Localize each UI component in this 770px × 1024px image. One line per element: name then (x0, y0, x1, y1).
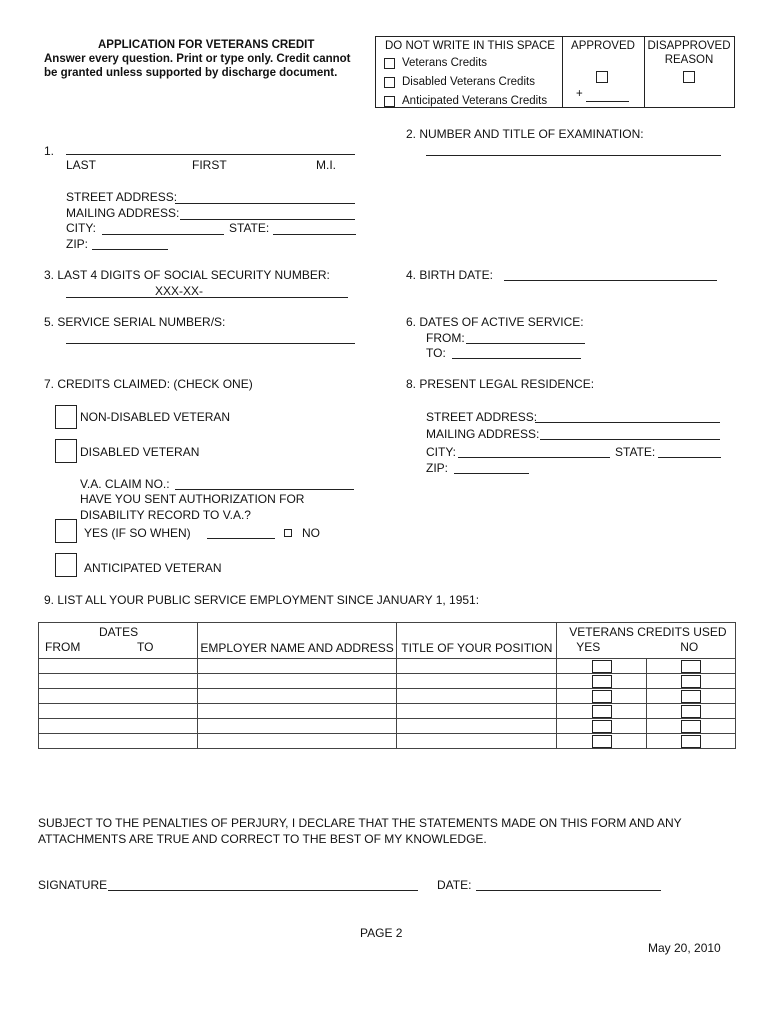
yes-checkbox[interactable] (592, 660, 612, 673)
residence-street-line[interactable] (535, 422, 720, 423)
disabled-veterans-credits-checkbox[interactable] (384, 77, 395, 88)
table-cell[interactable] (397, 734, 557, 749)
disabled-veteran-label: DISABLED VETERAN (80, 445, 200, 459)
position-header: TITLE OF YOUR POSITION (397, 623, 557, 659)
ssn-line[interactable] (66, 297, 348, 298)
to-label: TO (137, 640, 154, 654)
dates-header (39, 623, 198, 659)
table-row (39, 704, 736, 719)
q8-label: 8. PRESENT LEGAL RESIDENCE: (406, 377, 595, 391)
q3-label: 3. LAST 4 DIGITS OF SOCIAL SECURITY NUMBER: (44, 268, 330, 282)
service-from-label: FROM: (426, 331, 465, 345)
form-title: APPLICATION FOR VETERANS CREDIT (98, 39, 315, 51)
disapproved-label: DISAPPROVED (647, 40, 731, 52)
table-row (39, 659, 736, 674)
non-disabled-veteran-checkbox[interactable] (55, 405, 77, 429)
instructions-line-2: be granted unless supported by discharge document. (44, 67, 338, 79)
approved-checkbox[interactable] (596, 71, 608, 83)
table-cell[interactable] (39, 704, 198, 719)
table-cell[interactable] (197, 704, 397, 719)
yes-checkbox[interactable] (592, 720, 612, 733)
signature-date-line[interactable] (476, 890, 661, 891)
signature-label: SIGNATURE (38, 878, 108, 892)
yes-col-label: YES (576, 640, 601, 654)
approved-label: APPROVED (571, 40, 635, 52)
q9-label: 9. LIST ALL YOUR PUBLIC SERVICE EMPLOYMENT SINCE JANUARY 1, 1951: (44, 593, 480, 607)
ssn-prefix: XXX-XX- (155, 284, 204, 298)
q1-number: 1. (44, 144, 55, 158)
anticipated-veterans-credits-checkbox[interactable] (384, 96, 395, 107)
yes-checkbox[interactable] (592, 675, 612, 688)
declaration-line-2: ATTACHMENTS ARE TRUE AND CORRECT TO THE BEST OF MY KNOWLEDGE. (38, 832, 487, 846)
office-use-box (375, 36, 735, 108)
state-line[interactable] (273, 234, 356, 235)
yes-when-label: YES (IF SO WHEN) (84, 526, 191, 540)
revision-date: May 20, 2010 (648, 941, 721, 955)
residence-zip-line[interactable] (454, 473, 529, 474)
dates-label: DATES (99, 625, 139, 639)
instructions-line-1: Answer every question. Print or type only. Credit cannot (44, 53, 351, 65)
employment-table (38, 622, 736, 749)
yes-checkbox[interactable] (592, 705, 612, 718)
authorization-line-2: DISABILITY RECORD TO V.A.? (80, 508, 251, 522)
table-row (39, 734, 736, 749)
page-number: PAGE 2 (360, 926, 403, 940)
birth-date-line[interactable] (504, 280, 717, 281)
no-label: NO (302, 526, 320, 540)
q5-label: 5. SERVICE SERIAL NUMBER/S: (44, 315, 226, 329)
anticipated-veterans-credits-label: Anticipated Veterans Credits (402, 95, 548, 107)
plus-sign: + (576, 88, 583, 100)
residence-street-label: STREET ADDRESS: (426, 410, 538, 424)
disabled-veteran-checkbox[interactable] (55, 439, 77, 463)
table-row (39, 689, 736, 704)
table-cell[interactable] (39, 659, 198, 674)
no-checkbox[interactable] (681, 720, 701, 733)
exam-line[interactable] (426, 155, 721, 156)
table-cell[interactable] (197, 659, 397, 674)
no-checkbox[interactable] (681, 705, 701, 718)
veterans-credits-label: Veterans Credits (402, 57, 488, 69)
residence-state-line[interactable] (658, 457, 721, 458)
street-address-line[interactable] (175, 203, 355, 204)
veterans-credits-checkbox[interactable] (384, 58, 395, 69)
yes-checkbox[interactable] (592, 690, 612, 703)
city-label: CITY: (66, 221, 97, 235)
residence-state-label: STATE: (615, 445, 656, 459)
table-cell[interactable] (39, 719, 198, 734)
no-checkbox[interactable] (681, 735, 701, 748)
q7-label: 7. CREDITS CLAIMED: (CHECK ONE) (44, 377, 253, 391)
office-use-heading: DO NOT WRITE IN THIS SPACE (385, 40, 555, 52)
residence-city-label: CITY: (426, 445, 457, 459)
table-cell[interactable] (397, 689, 557, 704)
anticipated-veteran-label: ANTICIPATED VETERAN (84, 561, 222, 575)
disabled-veterans-credits-label: Disabled Veterans Credits (402, 76, 535, 88)
table-row (39, 674, 736, 689)
first-label: FIRST (192, 158, 227, 172)
table-cell[interactable] (197, 734, 397, 749)
va-claim-line[interactable] (175, 489, 354, 490)
no-col-label: NO (680, 640, 699, 654)
last-label: LAST (66, 158, 97, 172)
table-cell[interactable] (397, 659, 557, 674)
zip-label: ZIP: (66, 237, 89, 251)
service-to-label: TO: (426, 346, 446, 360)
disapproved-checkbox[interactable] (683, 71, 695, 83)
table-cell[interactable] (397, 674, 557, 689)
q2-label: 2. NUMBER AND TITLE OF EXAMINATION: (406, 127, 644, 141)
q6-label: 6. DATES OF ACTIVE SERVICE: (406, 315, 584, 329)
service-from-line[interactable] (466, 343, 585, 344)
signature-line[interactable] (108, 890, 418, 891)
anticipated-veteran-checkbox[interactable] (55, 553, 77, 577)
table-cell[interactable] (39, 674, 198, 689)
reason-label: REASON (664, 54, 714, 66)
veterans-credits-used-header (557, 623, 736, 659)
street-address-label: STREET ADDRESS: (66, 190, 178, 204)
city-line[interactable] (102, 234, 224, 235)
yes-authorization-checkbox[interactable] (55, 519, 77, 543)
authorization-line-1: HAVE YOU SENT AUTHORIZATION FOR (80, 492, 305, 506)
table-cell[interactable] (397, 704, 557, 719)
state-label: STATE: (229, 221, 270, 235)
yes-when-line[interactable] (207, 538, 275, 539)
q4-label: 4. BIRTH DATE: (406, 268, 493, 282)
residence-city-line[interactable] (458, 457, 610, 458)
va-claim-label: V.A. CLAIM NO.: (80, 477, 170, 491)
table-cell[interactable] (39, 689, 198, 704)
residence-mailing-label: MAILING ADDRESS: (426, 427, 540, 441)
residence-zip-label: ZIP: (426, 461, 449, 475)
name-line[interactable] (66, 154, 355, 155)
veterans-credits-used-label: VETERANS CREDITS USED (569, 625, 727, 639)
table-cell[interactable] (197, 689, 397, 704)
from-label: FROM (45, 640, 81, 654)
no-authorization-checkbox[interactable] (284, 529, 292, 537)
no-checkbox[interactable] (681, 690, 701, 703)
declaration-line-1: SUBJECT TO THE PENALTIES OF PERJURY, I DECLARE THAT THE STATEMENTS MADE ON THIS FORM AND ANY (38, 816, 682, 830)
table-row (39, 719, 736, 734)
mi-label: M.I. (316, 158, 336, 172)
signature-date-label: DATE: (437, 878, 472, 892)
employer-header: EMPLOYER NAME AND ADDRESS (197, 623, 397, 659)
employment-table-header (39, 623, 736, 659)
residence-mailing-line[interactable] (540, 439, 720, 440)
serial-number-line[interactable] (66, 343, 355, 344)
no-checkbox[interactable] (681, 660, 701, 673)
table-cell[interactable] (39, 734, 198, 749)
zip-line[interactable] (92, 249, 168, 250)
mailing-address-label: MAILING ADDRESS: (66, 206, 180, 220)
no-checkbox[interactable] (681, 675, 701, 688)
table-cell[interactable] (197, 674, 397, 689)
non-disabled-veteran-label: NON-DISABLED VETERAN (80, 410, 231, 424)
yes-checkbox[interactable] (592, 735, 612, 748)
mailing-address-line[interactable] (180, 219, 355, 220)
table-cell[interactable] (197, 719, 397, 734)
service-to-line[interactable] (452, 358, 581, 359)
table-cell[interactable] (397, 719, 557, 734)
